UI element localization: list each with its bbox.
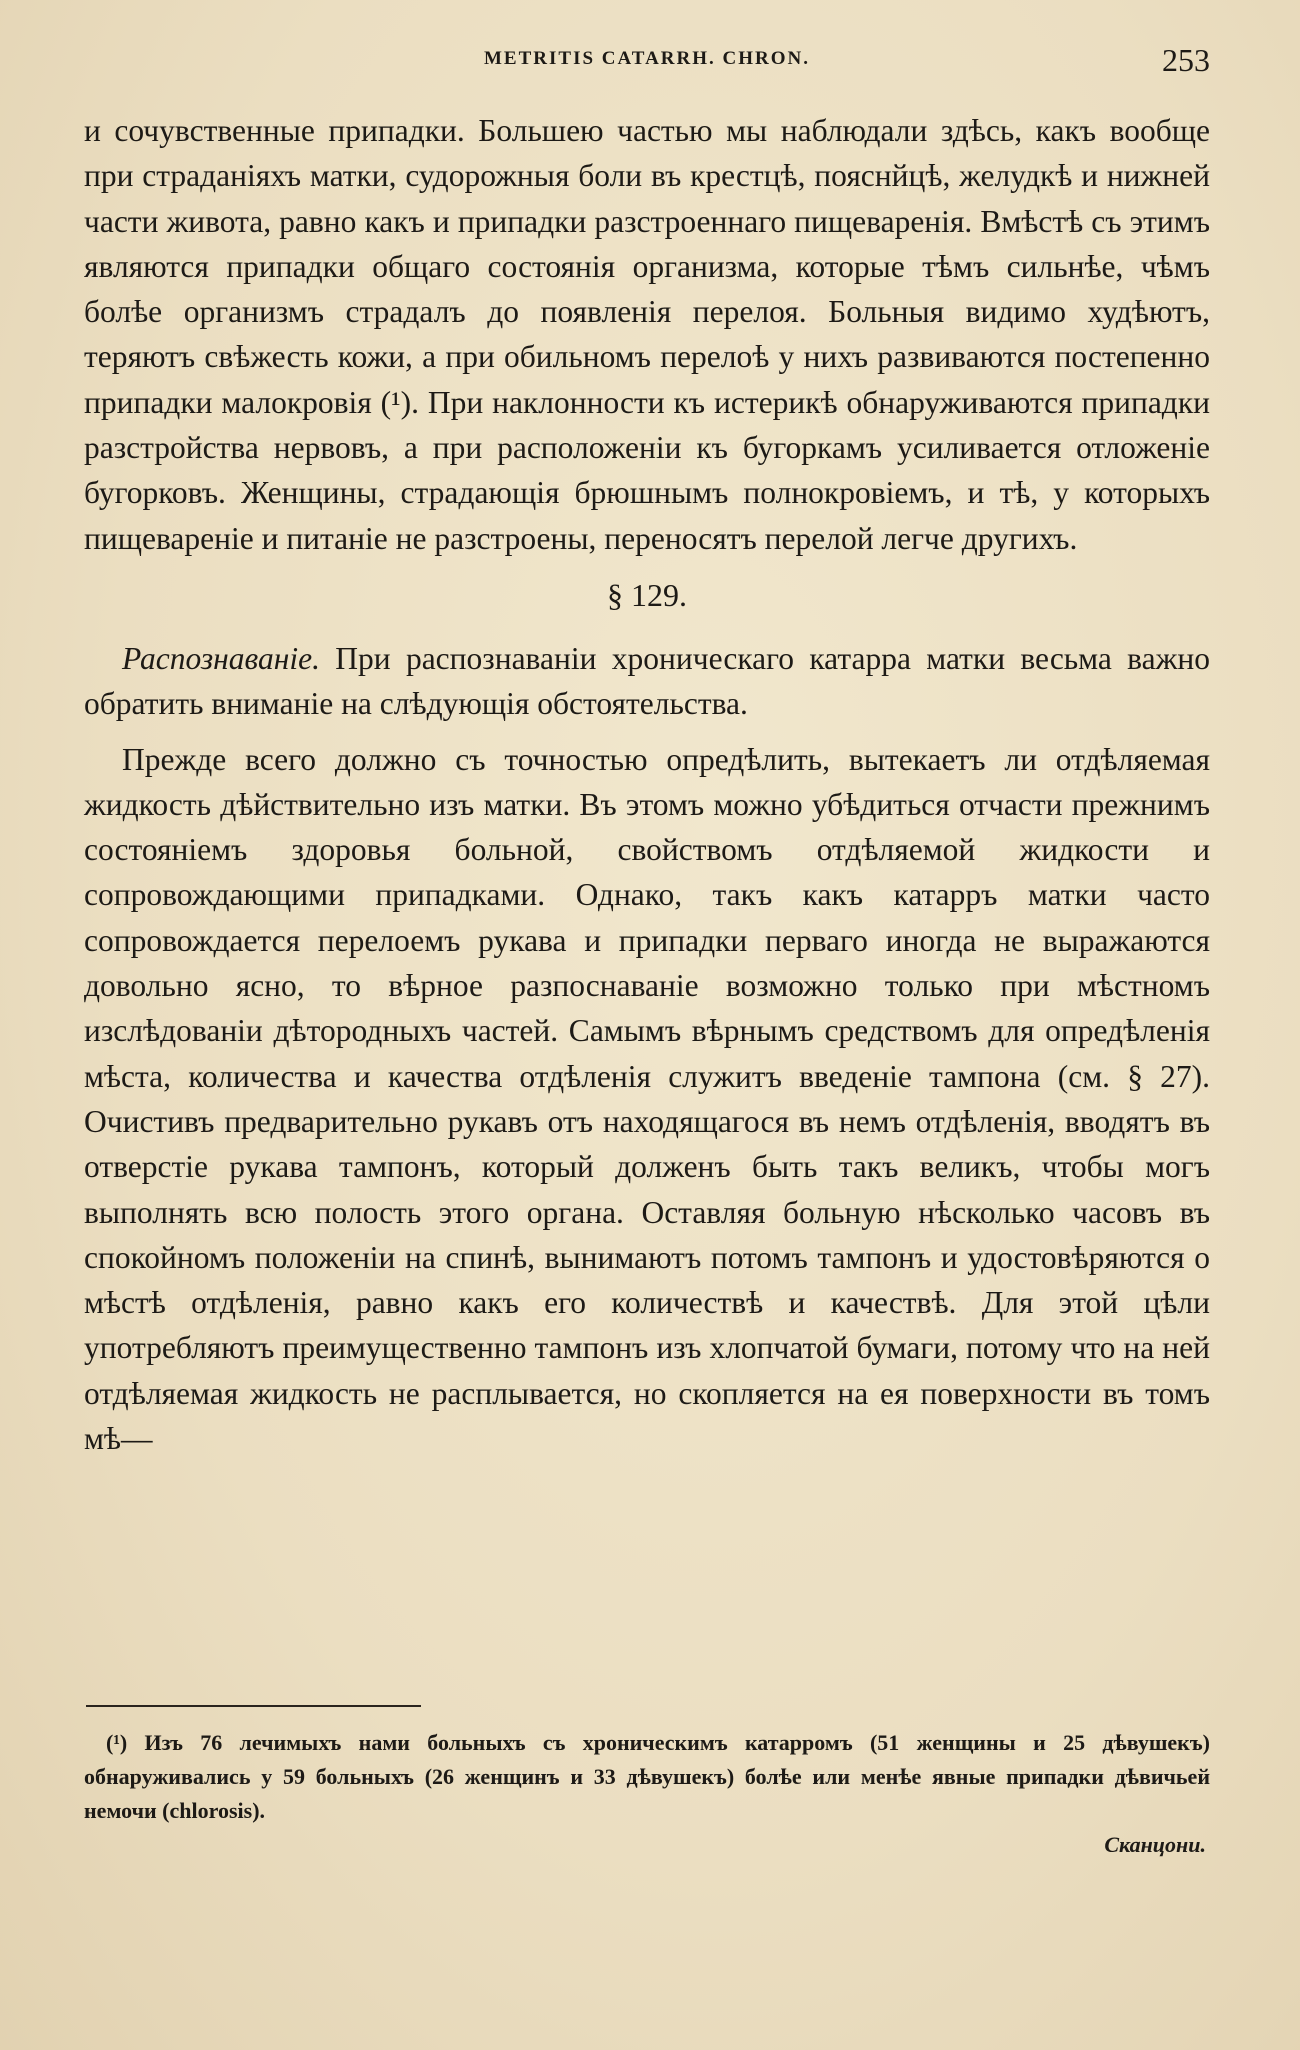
- running-head: [84, 42, 1210, 86]
- running-head-title: METRITIS CATARRH. CHRON.: [484, 48, 810, 69]
- paragraph-symptoms: и сочувственные припадки. Большею частью мы наблюдали здѣсь, какъ вообще при страданіяхъ матки, судорожныя боли въ крестцѣ, пояснйцѣ, желудкѣ и нижней части живота, равно какъ и припадки разстроеннаго пищеваренія. Вмѣстѣ съ этимъ являются припадки общаго состоянія организма, которые тѣмъ сильнѣе, чѣмъ болѣе организмъ страдалъ до появленія перелоя. Больныя видимо худѣютъ, теряютъ свѣжесть кожи, а при обильномъ перелоѣ у нихъ развиваются постепенно припадки малокровія (¹). При наклонности къ истерикѣ обнаруживаются припадки разстройства нервовъ, а при расположеніи къ бугоркамъ усиливается отложеніе бугорковъ. Женщины, страдающія брюшнымъ полнокровіемъ, и тѣ, у которыхъ пищевареніе и питаніе не разстроены, переносятъ перелой легче другихъ.: [84, 113, 1210, 556]
- diagnosis-intro-text: При распознаваніи хроническаго катарра матки весьма важно обратить вниманіе на слѣдующія обстоятельства.: [84, 640, 1210, 722]
- main-text: [84, 108, 1210, 1461]
- footnote-text: (¹) Изъ 76 лечимыхъ нами больныхъ съ хроническимъ катарромъ (51 женщины и 25 дѣвушекъ) обнаруживались у 59 больныхъ (26 женщинъ и 33 дѣвушекъ) болѣе или менѣе явные припадки дѣвичьей немочи (chlorosis).: [84, 1730, 1210, 1823]
- footnote-divider: [86, 1705, 421, 1707]
- paragraph-tampon-method: Прежде всего должно съ точностью опредѣлить, вытекаетъ ли отдѣляемая жидкость дѣйствительно изъ матки. Въ этомъ можно убѣдиться отчасти прежнимъ состояніемъ здоровья больной, свойствомъ отдѣляемой жидкости и сопровождающими припадками. Однако, такъ какъ катарръ матки часто сопровождается перелоемъ рукава и припадки перваго иногда не выражаются довольно ясно, то вѣрное разпоснаваніе возможно только при мѣстномъ изслѣдованіи дѣтородныхъ частей. Самымъ вѣрнымъ средствомъ для опредѣленія мѣста, количества и качества отдѣленія служитъ введеніе тампона (см. § 27). Очистивъ предварительно рукавъ отъ находящагося въ немъ отдѣленія, вводятъ въ отверстіе рукава тампонъ, который долженъ быть такъ великъ, чтобы могъ выполнять всю полость этого органа. Оставляя больную нѣсколько часовъ въ спокойномъ положеніи на спинѣ, вынимаютъ потомъ тампонъ и удостовѣряются о мѣстѣ отдѣленія, равно какъ его количествѣ и качествѣ. Для этой цѣли употребляютъ преимущественно тампонъ изъ хлопчатой бумаги, потому что на ней отдѣляемая жидкость не расплывается, но скопляется на ея поверхности въ томъ мѣ—: [84, 741, 1210, 1457]
- diagnosis-rubric: Распознаваніе.: [122, 640, 320, 676]
- footnote-signature: Сканцони.: [1104, 1832, 1206, 1857]
- paragraph-diagnosis: [84, 636, 1210, 727]
- page-number: 253: [1162, 42, 1210, 78]
- section-heading: § 129.: [607, 576, 687, 613]
- footnote: [84, 1726, 1210, 1862]
